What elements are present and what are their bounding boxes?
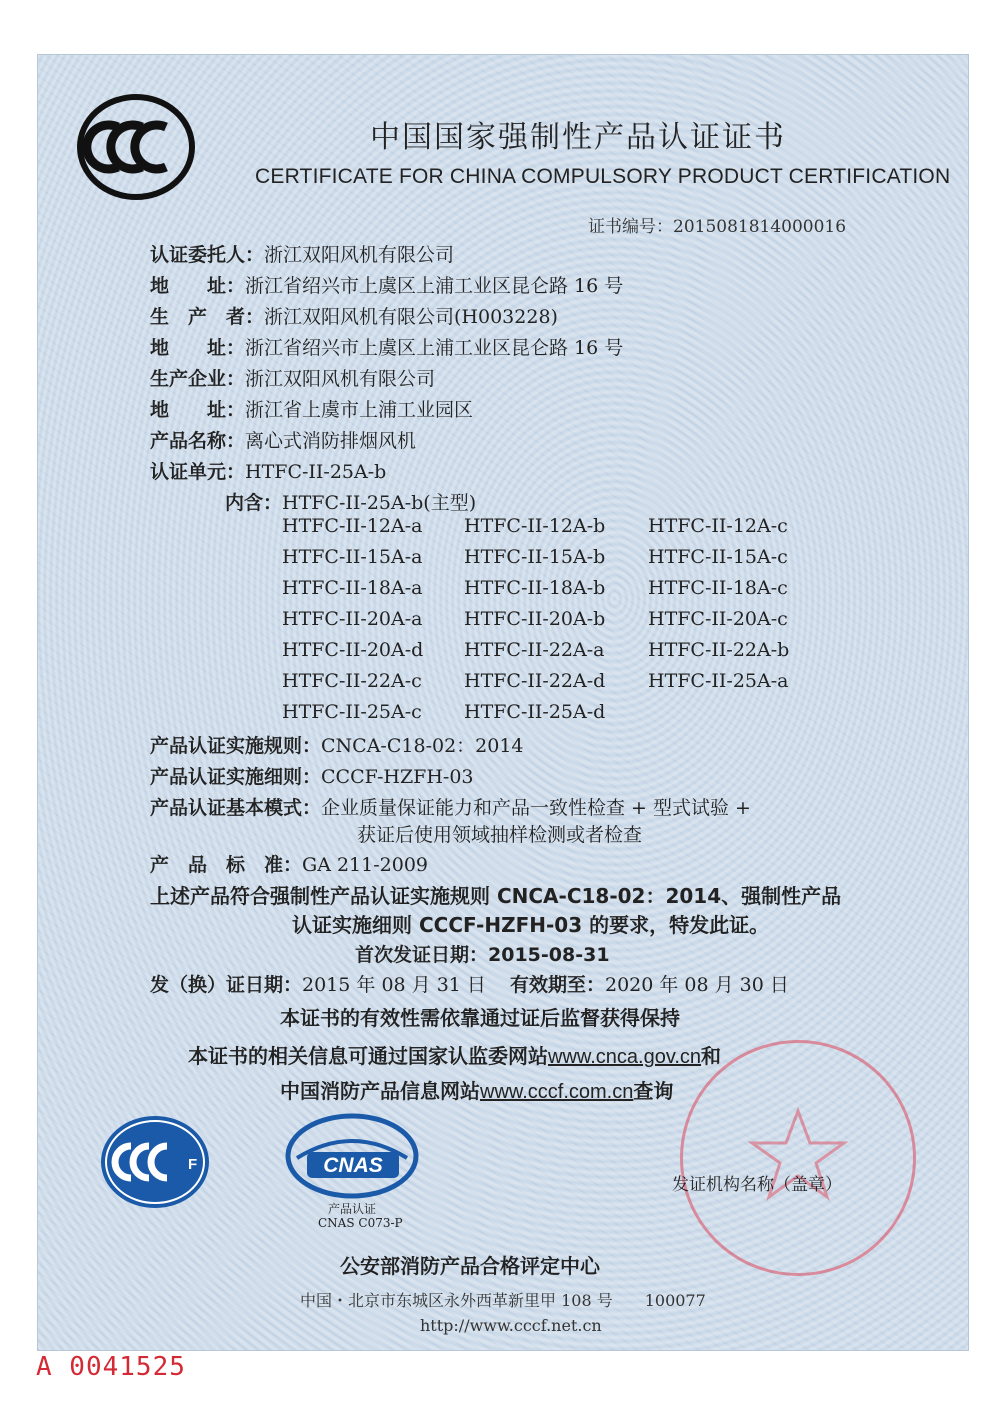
- factory-row: [150, 364, 435, 391]
- unit-row: [150, 457, 386, 484]
- cccf-logo-icon: [98, 1112, 213, 1212]
- model-item: HTFC-II-20A-a: [282, 608, 423, 630]
- model-item: HTFC-II-22A-b: [648, 639, 790, 661]
- first-issue-date: 首次发证日期：2015-08-31: [355, 944, 610, 966]
- producer-value: 浙江双阳风机有限公司(H003228): [264, 306, 558, 328]
- client-value: 浙江双阳风机有限公司: [264, 244, 455, 266]
- issue-date-row: [150, 970, 789, 997]
- model-item: HTFC-II-22A-d: [464, 670, 606, 692]
- factory-label: 生产企业：: [150, 368, 246, 390]
- cnca-link[interactable]: www.cnca.gov.cn: [548, 1046, 702, 1068]
- issue-date-label: 发（换）证日期：: [150, 974, 303, 996]
- mode-row: [150, 793, 751, 820]
- model-item: HTFC-II-22A-c: [282, 670, 422, 692]
- mode-value-line2: 获证后使用领域抽样检测或者检查: [357, 824, 643, 846]
- model-item: HTFC-II-15A-a: [282, 546, 423, 568]
- model-item: HTFC-II-22A-a: [464, 639, 605, 661]
- cnas-text: CNAS: [323, 1154, 383, 1177]
- client-label: 认证委托人：: [150, 244, 265, 266]
- model-item: HTFC-II-20A-b: [464, 608, 606, 630]
- issuer-website[interactable]: http://www.cccf.net.cn: [420, 1316, 602, 1335]
- info-text: 本证书的相关信息可通过国家认监委网站: [188, 1044, 548, 1068]
- issuer-address: 中国・北京市东城区永外西革新里甲 108 号 100077: [300, 1291, 706, 1310]
- official-seal-icon: [680, 1040, 916, 1276]
- factory-value: 浙江双阳风机有限公司: [245, 368, 436, 390]
- model-item: HTFC-II-18A-a: [282, 577, 423, 599]
- unit-value: HTFC-II-25A-b: [245, 461, 387, 483]
- detail-value: CCCF-HZFH-03: [321, 766, 474, 788]
- unit-label: 认证单元：: [150, 461, 246, 483]
- ccc-logo-icon: [76, 92, 196, 202]
- address-row-3: [150, 395, 473, 422]
- model-item: HTFC-II-25A-d: [464, 701, 606, 723]
- statement-line2: 认证实施细则 CCCF-HZFH-03 的要求，特发此证。: [292, 913, 770, 937]
- seal-emblem-icon: [738, 1103, 858, 1213]
- info-query: 查询: [633, 1079, 674, 1103]
- standard-value: GA 211-2009: [302, 854, 428, 876]
- standard-label: 产 品 标 准：: [150, 854, 303, 876]
- model-item: HTFC-II-25A-c: [282, 701, 422, 723]
- issuer-label: 发证机构名称（盖章）: [672, 1175, 842, 1195]
- valid-until-value: 2020 年 08 月 30 日: [604, 974, 789, 996]
- info-and: 和: [701, 1044, 722, 1068]
- cnas-logo-icon: [285, 1112, 420, 1200]
- model-item: HTFC-II-12A-b: [464, 515, 606, 537]
- issuer-name: 公安部消防产品合格评定中心: [340, 1254, 600, 1278]
- address-label: 地 址：: [150, 399, 246, 421]
- serial-number: A 0041525: [36, 1352, 186, 1382]
- address-row-2: [150, 333, 623, 360]
- rule-value: CNCA-C18-02：2014: [321, 735, 524, 757]
- info-text: 中国消防产品信息网站: [280, 1079, 480, 1103]
- title-chinese: 中国国家强制性产品认证证书: [370, 120, 786, 155]
- validity-note: 本证书的有效性需依靠通过证后监督获得保持: [280, 1006, 680, 1030]
- detail-row: [150, 762, 474, 789]
- address-value: 浙江省绍兴市上虞区上浦工业区昆仑路 16 号: [245, 275, 624, 297]
- cccf-link[interactable]: www.cccf.com.cn: [480, 1081, 634, 1103]
- contains-label: 内含：: [225, 492, 283, 514]
- cccf-letter: F: [188, 1156, 198, 1173]
- model-item: HTFC-II-12A-c: [648, 515, 788, 537]
- client-row: [150, 240, 454, 267]
- producer-label: 生 产 者：: [150, 306, 265, 328]
- info-line1: [188, 1040, 721, 1069]
- model-item: HTFC-II-20A-c: [648, 608, 788, 630]
- detail-label: 产品认证实施细则：: [150, 766, 322, 788]
- contains-row: [225, 488, 476, 515]
- model-item: HTFC-II-25A-a: [648, 670, 789, 692]
- issue-date-value: 2015 年 08 月 31 日: [302, 974, 486, 996]
- title-english: CERTIFICATE FOR CHINA COMPULSORY PRODUCT CERTIFICATION: [255, 165, 951, 188]
- info-line2: [280, 1075, 673, 1104]
- producer-row: [150, 302, 558, 329]
- statement-line1: 上述产品符合强制性产品认证实施规则 CNCA-C18-02：2014、强制性产品: [150, 884, 842, 908]
- mode-label: 产品认证基本模式：: [150, 797, 322, 819]
- address-label: 地 址：: [150, 337, 246, 359]
- product-label: 产品名称：: [150, 430, 246, 452]
- product-row: [150, 426, 416, 453]
- cnas-caption-2: CNAS C073-P: [318, 1216, 403, 1230]
- product-value: 离心式消防排烟风机: [245, 430, 417, 452]
- model-item: HTFC-II-12A-a: [282, 515, 423, 537]
- rule-label: 产品认证实施规则：: [150, 735, 322, 757]
- rule-row: [150, 731, 524, 758]
- model-item: HTFC-II-18A-c: [648, 577, 788, 599]
- valid-until-label: 有效期至：: [509, 974, 605, 996]
- model-item: HTFC-II-15A-c: [648, 546, 788, 568]
- address-value: 浙江省上虞市上浦工业园区: [245, 399, 474, 421]
- address-label: 地 址：: [150, 275, 246, 297]
- model-item: HTFC-II-15A-b: [464, 546, 606, 568]
- address-value: 浙江省绍兴市上虞区上浦工业区昆仑路 16 号: [245, 337, 624, 359]
- model-item: HTFC-II-18A-b: [464, 577, 606, 599]
- address-row-1: [150, 271, 623, 298]
- model-item: HTFC-II-20A-d: [282, 639, 424, 661]
- certificate-number: 证书编号：2015081814000016: [588, 217, 847, 237]
- mode-value-line1: 企业质量保证能力和产品一致性检查 + 型式试验 +: [321, 797, 751, 819]
- standard-row: [150, 850, 428, 877]
- cnas-caption-1: 产品认证: [328, 1202, 377, 1216]
- contains-value: HTFC-II-25A-b(主型): [282, 492, 477, 514]
